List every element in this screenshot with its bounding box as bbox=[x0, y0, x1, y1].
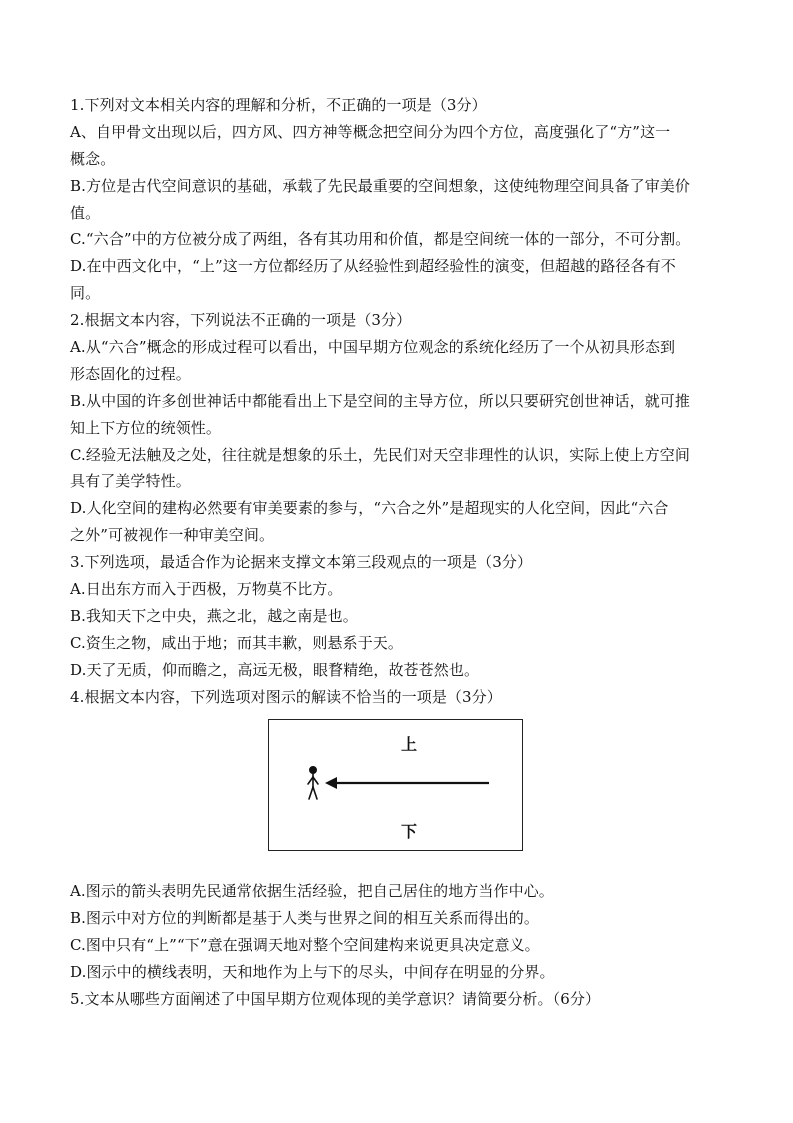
question-4 bbox=[70, 684, 726, 986]
question-1 bbox=[70, 92, 726, 307]
option-a: A.日出东方而入于西极，万物莫不比方。 bbox=[70, 580, 343, 599]
option-d: D.人化空间的建构必然要有审美要素的参与，“六合之外”是超现实的人化空间，因此“六合 bbox=[70, 499, 669, 518]
option-b: B.图示中对方位的判断都是基于人类与世界之间的相互关系而得出的。 bbox=[70, 909, 539, 928]
option-a-continued: 形态固化的过程。 bbox=[70, 364, 191, 383]
figure-frame bbox=[268, 719, 523, 851]
option-a: A.从“六合”概念的形成过程可以看出，中国早期方位观念的系统化经历了一个从初具形态到 bbox=[70, 338, 676, 357]
option-b: B.我知天下之中央，燕之北，越之南是也。 bbox=[70, 606, 358, 625]
figure-label-down: 下 bbox=[401, 822, 418, 842]
figure-drawing bbox=[269, 720, 521, 849]
option-d-continued: 同。 bbox=[70, 284, 101, 303]
question-stem: 1.下列对文本相关内容的理解和分析，不正确的一项是（3分） bbox=[70, 96, 487, 114]
question-stem: 2.根据文本内容，下列说法不正确的一项是（3分） bbox=[70, 311, 412, 330]
option-d: D.图示中的横线表明，天和地作为上与下的尽头，中间存在明显的分界。 bbox=[70, 963, 555, 982]
question-2 bbox=[70, 307, 726, 549]
direction-figure bbox=[70, 710, 726, 878]
option-b-continued: 知上下方位的统领性。 bbox=[70, 418, 222, 437]
exam-page bbox=[70, 92, 726, 1013]
question-stem: 5.文本从哪些方面阐述了中国早期方位观体现的美学意识？请简要分析。（6分） bbox=[70, 990, 601, 1009]
option-a-continued: 概念。 bbox=[70, 149, 116, 168]
option-d: D.在中西文化中，“上”这一方位都经历了从经验性到超经验性的演变，但超越的路径各有不 bbox=[70, 257, 676, 276]
option-c-continued: 具有了美学特性。 bbox=[70, 472, 191, 491]
option-d: D.天了无质，仰而瞻之，高远无极，眼瞀精绝，故苍苍然也。 bbox=[70, 660, 480, 679]
question-stem: 4.根据文本内容，下列选项对图示的解读不恰当的一项是（3分） bbox=[70, 687, 502, 706]
option-b-continued: 值。 bbox=[70, 203, 101, 222]
option-a: A、自甲骨文出现以后，四方风、四方神等概念把空间分为四个方位，高度强化了“方”这一 bbox=[70, 122, 671, 141]
option-c: C.经验无法触及之处，往往就是想象的乐土，先民们对天空非理性的认识，实际上使上方空间 bbox=[70, 445, 690, 464]
question-3 bbox=[70, 549, 726, 683]
option-c: C.资生之物，咸出于地；而其丰歉，则悬系于天。 bbox=[70, 633, 404, 652]
question-stem: 3.下列选项，最适合作为论据来支撑文本第三段观点的一项是（3分） bbox=[70, 553, 533, 572]
option-c: C.图中只有“上”“下”意在强调天地对整个空间建构来说更具决定意义。 bbox=[70, 936, 540, 955]
person-icon bbox=[308, 767, 318, 799]
question-5 bbox=[70, 986, 726, 1013]
option-b: B.方位是古代空间意识的基础，承载了先民最重要的空间想象，这使纯物理空间具备了审美价 bbox=[70, 176, 690, 195]
option-b: B.从中国的许多创世神话中都能看出上下是空间的主导方位，所以只要研究创世神话，就可推 bbox=[70, 391, 690, 410]
figure-label-up: 上 bbox=[401, 735, 418, 755]
arrow-left-icon bbox=[325, 777, 489, 789]
option-c: C.“六合”中的方位被分成了两组，各有其功用和价值，都是空间统一体的一部分，不可分割。 bbox=[70, 230, 691, 249]
option-d-continued: 之外”可被视作一种审美空间。 bbox=[70, 526, 275, 545]
option-a: A.图示的箭头表明先民通常依据生活经验，把自己居住的地方当作中心。 bbox=[70, 882, 554, 901]
